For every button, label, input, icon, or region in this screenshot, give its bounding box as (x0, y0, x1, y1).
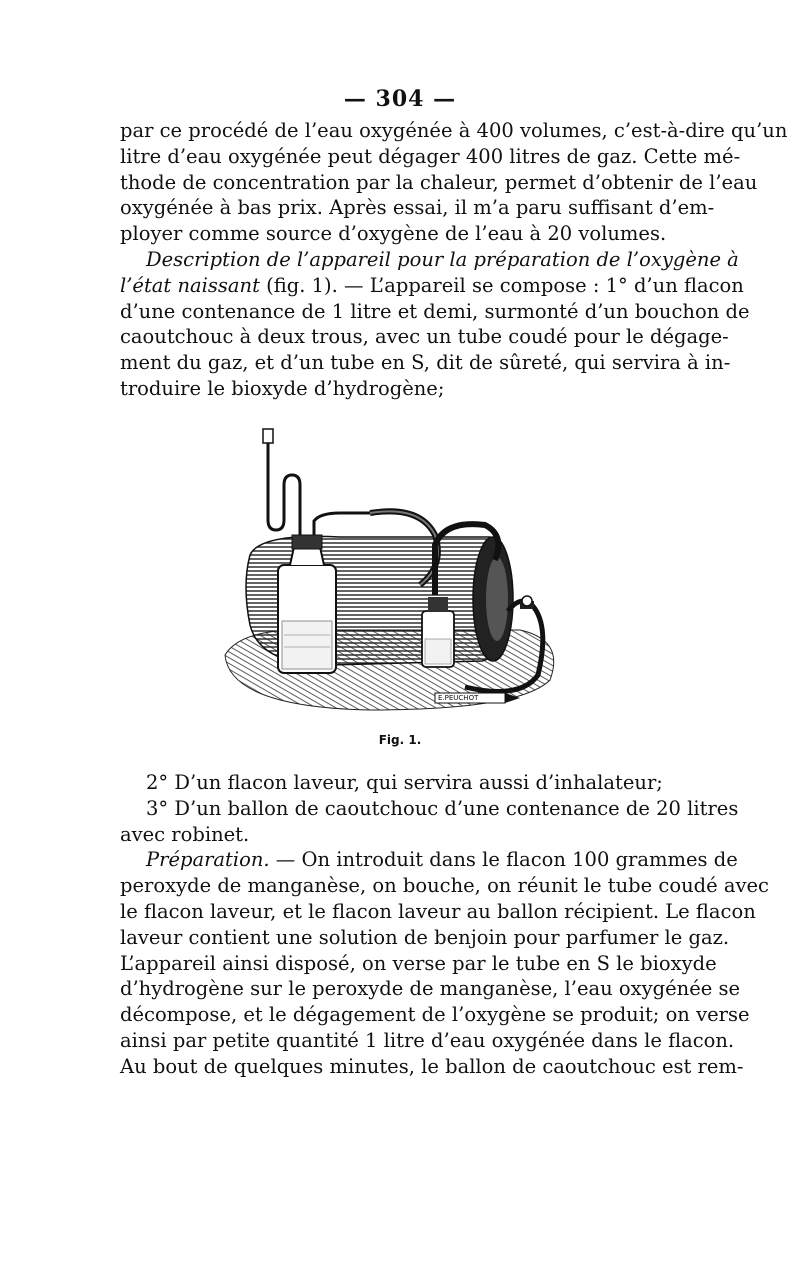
text-span: — On introduit dans le flacon 100 grammes de (269, 848, 738, 872)
text-line (120, 273, 744, 299)
text-line: thode de concentration par la chaleur, permet d’obtenir de l’eau (120, 170, 758, 194)
text-line: d’une contenance de 1 litre et demi, surmonté d’un bouchon de (120, 299, 750, 323)
page-number: — 304 — (343, 86, 457, 112)
section-heading: Préparation. (146, 848, 270, 872)
text-line: 2° D’un flacon laveur, qui servira aussi d’inhalateur; (146, 771, 663, 794)
text-line: caoutchouc à deux trous, avec un tube coudé pour le dégage- (120, 325, 729, 349)
text-line: 3° D’un ballon de caoutchouc d’une contenance de 20 litres (146, 796, 739, 820)
text-line (120, 847, 738, 873)
upper-text (120, 118, 788, 402)
text-line: laveur contient une solution de benjoin pour parfumer le gaz. (120, 925, 730, 949)
engraver-signature: E.PEUCHOT (438, 694, 479, 702)
text-line: L’appareil ainsi disposé, on verse par le tube en S le bioxyde (120, 951, 717, 975)
text-line: ployer comme source d’oxygène de l’eau à 20 volumes. (120, 222, 667, 246)
text-line: oxygénée à bas prix. Après essai, il m’a paru suffisant d’em- (120, 196, 715, 220)
apparatus-illustration (220, 425, 570, 720)
text-line: ment du gaz, et d’un tube en S, dit de sûreté, qui servira à in- (120, 351, 731, 375)
figure-caption: Fig. 1. (378, 733, 422, 747)
text-line: Au bout de quelques minutes, le ballon de caoutchouc est rem- (120, 1054, 744, 1078)
text-line: litre d’eau oxygénée peut dégager 400 litres de gaz. Cette mé- (120, 144, 741, 168)
text-line: par ce procédé de l’eau oxygénée à 400 volumes, c’est-à-dire qu’un (120, 119, 788, 142)
text-line: décompose, et le dégagement de l’oxygène se produit; on verse (120, 1003, 750, 1027)
text-line: d’hydrogène sur le peroxyde de manganèse, l’eau oxygénée se (120, 977, 741, 1001)
apparatus-engraving (220, 425, 570, 720)
text-line: peroxyde de manganèse, on bouche, on réunit le tube coudé avec (120, 874, 769, 898)
text-span: (fig. 1). — L’appareil se compose : 1° d’un flacon (259, 273, 744, 297)
text-line: ainsi par petite quantité 1 litre d’eau oxygénée dans le flacon. (120, 1028, 735, 1052)
section-heading: Description de l’appareil pour la préparation de l’oxygène à (146, 247, 739, 271)
text-line (120, 247, 739, 273)
text-line: avec robinet. (120, 822, 250, 846)
text-line: le flacon laveur, et le flacon laveur au ballon récipient. Le flacon (120, 899, 756, 923)
section-heading-continued: l’état naissant (120, 273, 260, 297)
text-line: troduire le bioxyde d’hydrogène; (120, 376, 445, 400)
lower-text (120, 770, 769, 1080)
